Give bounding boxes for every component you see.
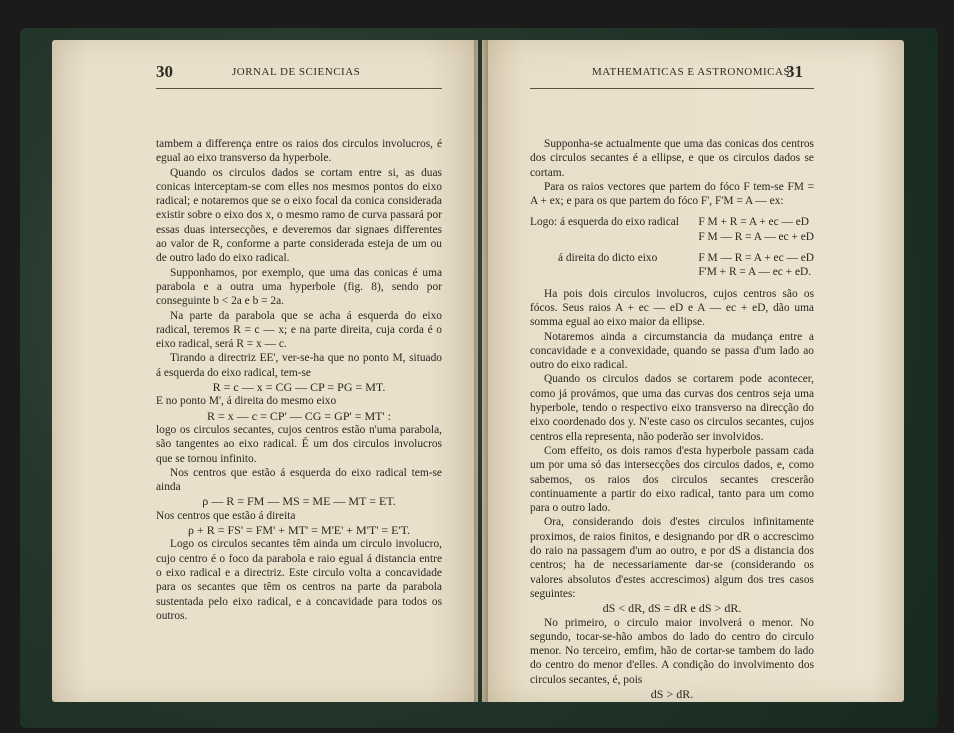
- paragraph: Quando os circulos dados se cortam entre si, as duas conicas interceptam-se com elles nos mesmos pontos do eixo radical; e notaremos que se o eixo focal da conica considerada existir sobre o eixo dos x, o mesmo ramo de curva passará por essas duas intersecções, e deveremos dar signaes differentes ao valor de R, conforme a parte considerada esteja de um ou de outro lado do eixo radical.: [156, 166, 442, 265]
- right-page-number: 31: [786, 62, 803, 81]
- equation: F M — R = A + ec — eD: [698, 252, 814, 265]
- formula: R = x — c = CP' — CG = GP' = MT' :: [207, 408, 391, 423]
- formula: ρ — R = FM — MS = ME — MT = ET.: [202, 494, 396, 509]
- equation-system: [530, 215, 814, 244]
- paragraph: No primeiro, o circulo maior involverá o menor. No segundo, tocar-se-hão ambos do lado do centro do circulo menor. No terceiro, emfim, hão de cortar-se tambem do lado do centro do menor d'elles. A condição do involvimento dos circulos secantes, é, pois: [530, 616, 814, 686]
- paragraph: Logo os circulos secantes têm ainda um circulo involucro, cujo centro é o foco da parabola e raio egual á distancia entre o eixo radical e a directriz. Este circulo volta a concavidade para os secantes que têm os centros na parte da parabola sustentada pelo eixo radical, e a concavidade para todos os outros.: [156, 538, 442, 622]
- paragraph: Tirando a directriz EE', ver-se-ha que no ponto M, situado á esquerda do eixo radical, tem-se: [156, 352, 442, 379]
- equation: F'M + R = A — ec + eD.: [698, 266, 812, 279]
- paragraph: Na parte da parabola que se acha á esquerda do eixo radical, teremos R = c — x; e na parte direita, cuja corda é o eixo radical, será R = x — c.: [156, 309, 442, 351]
- paragraph: E no ponto M', á direita do mesmo eixo: [156, 395, 337, 408]
- paragraph: Com effeito, os dois ramos d'esta hyperbole passam cada um por uma só das intersecções dos circulos dados, e, como sabemos, os raios dos circulos secantes crescerão continuamente a partir do eixo radical, tanto para um como para o outro lado.: [530, 444, 814, 515]
- paragraph: Supponha-se actualmente que uma das conicas dos centros dos circulos secantes é a ellipse, e que os circulos dados se cortam.: [530, 138, 814, 179]
- right-paragraphs: [530, 287, 814, 702]
- paragraph: Para os raios vectores que partem do fóco F tem-se FM = A + ex; e para os que partem do fóco F', F'M = A — ex:: [530, 180, 814, 208]
- formula: dS < dR, dS = dR e dS > dR.: [602, 601, 742, 616]
- formula: ρ + R = FS' = FM' + MT' = M'E' + M'T' = E'T.: [187, 523, 411, 538]
- paragraph: Notaremos ainda a circumstancia da mudança entre a concavidade e a convexidade, quando se passa d'um lado ao outro do eixo radical.: [530, 330, 814, 372]
- equation: F M — R = A — ec + eD: [698, 230, 814, 243]
- left-header-rule: [156, 88, 442, 89]
- equation-pair: [698, 251, 814, 280]
- right-body-text: [530, 137, 814, 701]
- formula: R = c — x = CG — CP = PG = MT.: [212, 380, 386, 395]
- paragraph: Ora, considerando dois d'estes circulos infinitamente proximos, de raios finitos, e designando por dR o accrescimo do raio na passagem d'um ao outro, e por dS a distancia dos centros; ha de necessariamente dar-se (considerando os valores absolutos d'estes accrescimos) algum dos tres casos seguintes:: [530, 516, 814, 600]
- paragraph: logo os circulos secantes, cujos centros estão n'uma parabola, são tangentes ao eixo radical. É um dos circulos involucros que se tornou infinito.: [156, 423, 442, 465]
- equation-label: Logo: á esquerda do eixo radical: [530, 216, 679, 229]
- book-gutter: [474, 40, 488, 702]
- paragraph: Quando os circulos dados se cortarem pode acontecer, como já provámos, que uma das curvas dos centros seja uma hyperbole, tendo o respectivo eixo transverso na direcção do eixo coordenado dos y. N'este caso os circulos secantes, cujos centros ella representa, não poderão ser involvidos.: [530, 373, 814, 443]
- paragraph: Supponhamos, por exemplo, que uma das conicas é uma parabola e a outra uma hyperbole (fig. 8), sendo por conseguinte b < 2a e b = 2a.: [156, 266, 442, 308]
- equation-system: [530, 251, 814, 280]
- paragraph: Ha pois dois circulos involucros, cujos centros são os fócos. Seus raios A + ec — eD e A — ec + eD, dão uma somma egual ao eixo maior da ellipse.: [530, 287, 814, 329]
- equation-pair: [698, 215, 814, 244]
- left-page-number: 30: [156, 62, 173, 81]
- equation-label: á direita do dicto eixo: [558, 252, 658, 265]
- paragraph: Nos centros que estão á direita: [156, 509, 296, 522]
- left-running-head: JORNAL DE SCIENCIAS: [232, 66, 361, 78]
- left-body-text: [156, 137, 442, 623]
- right-header-rule: [530, 88, 814, 89]
- paragraph: tambem a differença entre os raios dos circulos involucros, é egual ao eixo transverso da hyperbole.: [156, 138, 442, 165]
- formula: dS > dR.: [650, 686, 694, 701]
- paragraph: Nos centros que estão á esquerda do eixo radical tem-se ainda: [156, 466, 442, 494]
- equation: F M + R = A + ec — eD: [698, 216, 810, 229]
- right-running-head: MATHEMATICAS E ASTRONOMICAS: [592, 66, 791, 78]
